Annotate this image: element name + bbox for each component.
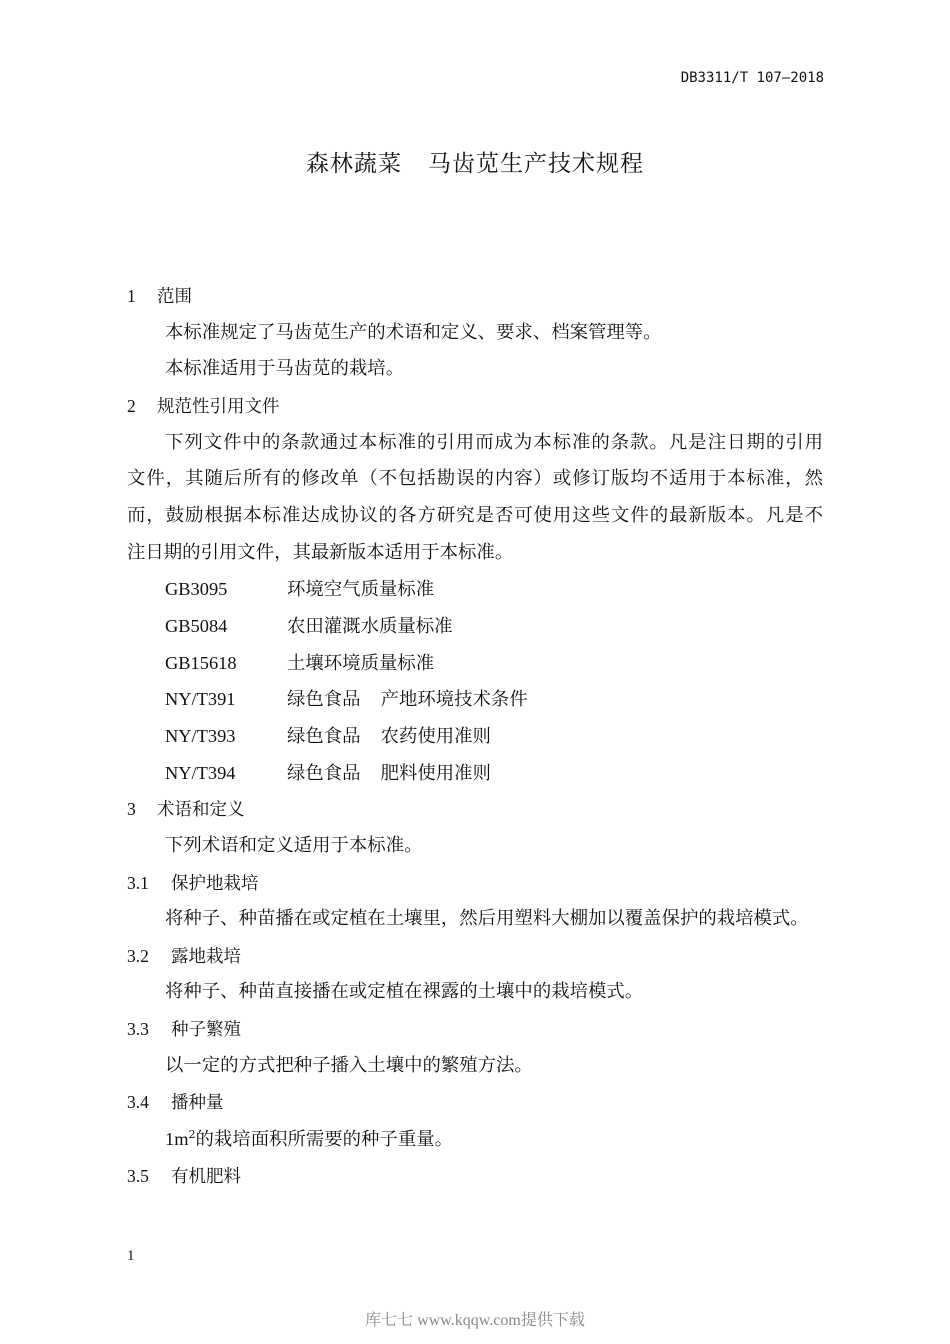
reference-item bbox=[127, 571, 823, 608]
reference-item bbox=[127, 755, 823, 792]
section-heading-1 bbox=[127, 278, 823, 315]
reference-list bbox=[127, 571, 823, 791]
section-title: 规范性引用文件 bbox=[157, 396, 280, 417]
term-definition: 将种子、种苗直接播在或定植在裸露的土壤中的栽培模式。 bbox=[165, 981, 644, 1003]
term-title: 露地栽培 bbox=[171, 946, 241, 967]
reference-title: 绿色食品 bbox=[287, 762, 361, 784]
document-body bbox=[127, 278, 823, 1194]
reference-title: 土壤环境质量标准 bbox=[287, 652, 435, 674]
reference-code: GB5084 bbox=[165, 615, 228, 636]
term-heading bbox=[127, 938, 823, 975]
reference-title: 绿色食品 bbox=[287, 689, 361, 711]
section-heading-2 bbox=[127, 388, 823, 425]
document-code: DB3311/T 107—2018 bbox=[680, 70, 824, 86]
paragraph-line: 而，鼓励根据本标准达成协议的各方研究是否可使用这些文件的最新版本。凡是不 bbox=[127, 504, 823, 526]
reference-code: NY/T394 bbox=[165, 762, 236, 783]
download-watermark: 库七七 www.kqqw.com提供下载 bbox=[365, 1312, 585, 1329]
term-title: 种子繁殖 bbox=[171, 1020, 241, 1041]
section-number: 1 bbox=[127, 286, 136, 306]
term-definition: 以一定的方式把种子播入土壤中的繁殖方法。 bbox=[165, 1054, 533, 1076]
paragraph: 下列术语和定义适用于本标准。 bbox=[165, 834, 423, 856]
title-part2: 马齿苋生产技术规程 bbox=[428, 151, 644, 177]
definition-text: 的栽培面积所需要的种子重量。 bbox=[195, 1129, 453, 1151]
section-title: 范围 bbox=[157, 287, 192, 307]
paragraph-line: 注日期的引用文件，其最新版本适用于本标准。 bbox=[127, 541, 514, 563]
term-title: 保护地栽培 bbox=[171, 873, 259, 894]
term-number: 3.4 bbox=[127, 1092, 149, 1113]
reference-item bbox=[127, 681, 823, 718]
document-title bbox=[0, 145, 950, 178]
paragraph-line: 文件，其随后所有的修改单（不包括勘误的内容）或修订版均不适用于本标准，然 bbox=[127, 468, 823, 490]
section-number: 3 bbox=[127, 799, 136, 820]
reference-item bbox=[127, 718, 823, 755]
section-title: 术语和定义 bbox=[157, 800, 245, 821]
reference-title: 农田灌溉水质量标准 bbox=[287, 615, 453, 637]
section-heading-3 bbox=[127, 791, 823, 828]
section-number: 2 bbox=[127, 395, 136, 416]
paragraph: 本标准规定了马齿苋生产的术语和定义、要求、档案管理等。 bbox=[165, 321, 662, 343]
title-part1: 森林蔬菜 bbox=[306, 151, 402, 177]
page-number: 1 bbox=[127, 1248, 135, 1264]
reference-code: NY/T393 bbox=[165, 725, 236, 746]
reference-item bbox=[127, 608, 823, 645]
reference-subtitle: 产地环境技术条件 bbox=[380, 689, 528, 711]
term-number: 3.3 bbox=[127, 1019, 149, 1040]
term-definition: 将种子、种苗播在或定植在土壤里，然后用塑料大棚加以覆盖保护的栽培模式。 bbox=[165, 908, 809, 930]
term-definition bbox=[127, 1121, 823, 1158]
term-heading bbox=[127, 1158, 823, 1195]
unit: 1m bbox=[165, 1129, 189, 1150]
reference-subtitle: 农药使用准则 bbox=[380, 725, 491, 747]
term-heading bbox=[127, 1084, 823, 1121]
superscript: 2 bbox=[188, 1127, 196, 1141]
term-title: 有机肥料 bbox=[171, 1166, 241, 1187]
term-heading bbox=[127, 1011, 823, 1048]
term-number: 3.1 bbox=[127, 872, 149, 893]
reference-item bbox=[127, 645, 823, 682]
reference-code: NY/T391 bbox=[165, 689, 236, 710]
reference-code: GB15618 bbox=[165, 652, 237, 673]
term-number: 3.2 bbox=[127, 945, 149, 966]
reference-subtitle: 肥料使用准则 bbox=[380, 762, 491, 784]
reference-title: 环境空气质量标准 bbox=[287, 579, 435, 601]
reference-code: GB3095 bbox=[165, 579, 228, 600]
term-title: 播种量 bbox=[171, 1093, 224, 1114]
reference-title: 绿色食品 bbox=[287, 725, 361, 747]
term-number: 3.5 bbox=[127, 1165, 149, 1186]
paragraph: 本标准适用于马齿苋的栽培。 bbox=[165, 358, 405, 380]
term-heading bbox=[127, 865, 823, 902]
paragraph-line: 下列文件中的条款通过本标准的引用而成为本标准的条款。凡是注日期的引用 bbox=[165, 431, 823, 453]
